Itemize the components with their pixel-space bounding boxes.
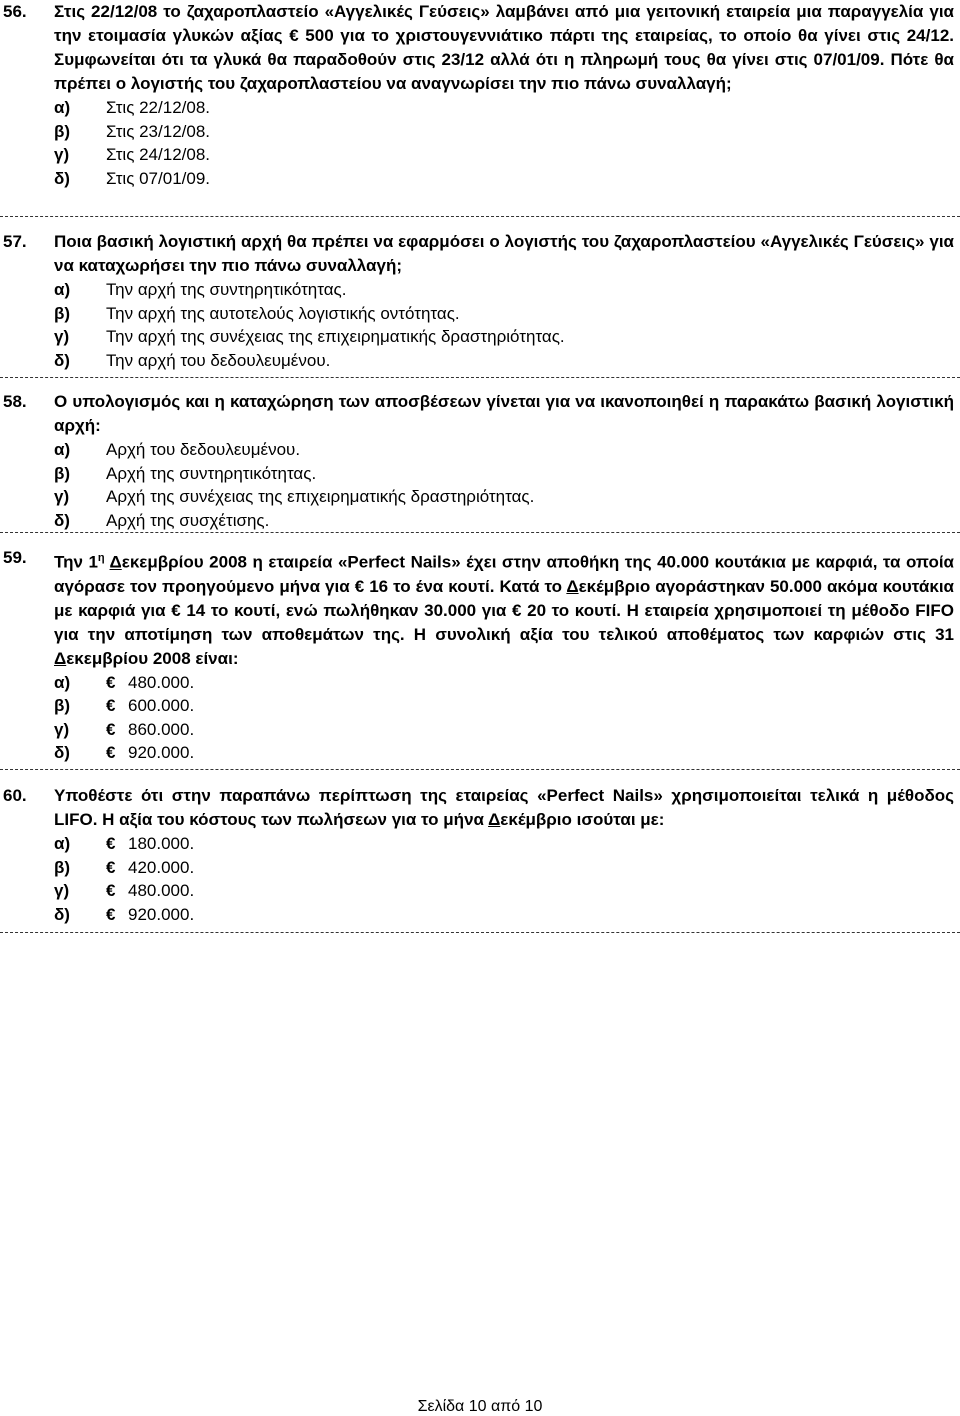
page-footer: Σελίδα 10 από 10 <box>417 1398 543 1415</box>
euro-sign: € <box>354 576 365 596</box>
euro-sign: € <box>106 743 116 763</box>
question-text: Στις 22/12/08 το ζαχαροπλαστείο «Αγγελικές Γεύσεις» λαμβάνει από μια γειτονική εταιρεία μια παραγγελία για την ετοιμασία γλυκών αξίας € 500 για το χριστουγεννιάτικο πάρτι της εταιρείας, το οποίο θα γίνει στις 24/12. Συμφωνείται ότι τα γλυκά θα παραδοθούν στις 23/12 αλλά ότι η πληρωμή τους θα γίνει στις 07/01/09. Πότε θα πρέπει ο λογιστής του ζαχαροπλαστείου να αναγνωρίσει την πιο πάνω συναλλαγή; <box>54 2 954 93</box>
answer-option[interactable]: α) € 180.000. <box>54 832 960 856</box>
answer-option[interactable]: β) € 420.000. <box>54 856 960 880</box>
answer-option[interactable]: α) Αρχή του δεδουλευμένου. <box>54 440 301 459</box>
separator-line <box>0 532 960 533</box>
question-56 <box>0 0 960 190</box>
euro-sign: € <box>106 719 116 739</box>
question-text: Υποθέστε ότι στην παραπάνω περίπτωση της εταιρείας «Perfect Nails» χρησιμοποιείται τελικά η μέθοδος LIFO. Η αξία του κόστους των πωλήσεων για το μήνα Δεκέμβριο ισούται με: <box>54 786 954 829</box>
answer-option[interactable]: γ) Την αρχή της συνέχειας της επιχειρηματικής δραστηριότητας. <box>54 327 565 346</box>
question-60 <box>0 784 960 926</box>
separator-line <box>0 377 960 378</box>
answer-options <box>54 438 960 532</box>
separator-line <box>0 932 960 933</box>
question-number: 56. <box>3 2 27 21</box>
answer-option[interactable]: δ) € 920.000. <box>54 741 960 765</box>
question-text: Την $1^\eta$ Δεκεμβρίου 2008 η εταιρεία «Perfect Nails» έχει στην αποθήκη της 40.000 κουτάκια με καρφιά, τα οποία αγόρασε τον προηγούμενο μήνα για € 16 το ένα κουτί. Κατά το Δεκέμβριο αγοράστηκαν 50.000 ακόμα κουτάκια με καρφιά για € 14 το κουτί, ενώ πωλήθηκαν 30.000 για € 20 το κουτί. Η εταιρεία χρησιμοποιεί τη μέθοδο FIFO για την αποτίμηση των αποθεμάτων της. Η συνολική αξία του τελικού αποθέματος των καρφιών στις 31 Δεκεμβρίου 2008 είναι: <box>54 552 955 668</box>
question-59 <box>0 546 960 765</box>
answer-option[interactable]: δ) € 920.000. <box>54 903 960 927</box>
answer-option[interactable]: α) € 480.000. <box>54 671 960 695</box>
euro-sign: € <box>106 857 116 877</box>
euro-sign: € <box>106 672 116 692</box>
answer-option[interactable]: δ) Αρχή της συσχέτισης. <box>54 510 270 530</box>
answer-options <box>54 278 960 372</box>
answer-option[interactable]: β) Στις 23/12/08. <box>54 121 211 141</box>
separator-line <box>0 216 960 217</box>
question-number: 57. <box>3 232 27 251</box>
answer-option[interactable]: β) € 600.000. <box>54 694 960 718</box>
question-57 <box>0 230 960 372</box>
answer-option[interactable]: β) Αρχή της συντηρητικότητας. <box>54 463 317 483</box>
answer-option[interactable]: α) Την αρχή της συντηρητικότητας. <box>54 280 347 299</box>
euro-sign: € <box>106 881 116 900</box>
euro-sign: € <box>106 904 116 924</box>
answer-options <box>54 96 960 190</box>
question-text: Ποια βασική λογιστική αρχή θα πρέπει να εφαρμόσει ο λογιστής του ζαχαροπλαστείου «Αγγελικές Γεύσεις» για να καταχωρήσει την πιο πάνω συναλλαγή; <box>54 232 954 275</box>
question-number: 58. <box>3 392 27 411</box>
question-number: 60. <box>3 786 27 805</box>
answer-option[interactable]: δ) Την αρχή του δεδουλευμένου. <box>54 350 331 370</box>
answer-option[interactable]: δ) Στις 07/01/09. <box>54 168 211 188</box>
question-number: 59. <box>3 548 27 567</box>
answer-option[interactable]: γ) € 480.000. <box>54 879 960 903</box>
separator-line <box>0 769 960 770</box>
answer-option[interactable]: γ) € 860.000. <box>54 718 960 742</box>
question-text: Ο υπολογισμός και η καταχώρηση των αποσβέσεων γίνεται για να ικανοποιηθεί η παρακάτω βασική λογιστική αρχή: <box>54 392 954 435</box>
answer-option[interactable]: γ) Στις 24/12/08. <box>54 145 211 164</box>
euro-sign: € <box>171 600 181 620</box>
answer-options <box>54 671 960 765</box>
answer-option[interactable]: β) Την αρχή της αυτοτελούς λογιστικής οντότητας. <box>54 303 460 323</box>
answer-option[interactable]: γ) Αρχή της συνέχειας της επιχειρηματικής δραστηριότητας. <box>54 487 535 506</box>
euro-sign: € <box>106 696 116 716</box>
answer-options <box>54 832 960 926</box>
question-58 <box>0 390 960 532</box>
euro-sign: € <box>512 600 522 620</box>
answer-option[interactable]: α) Στις 22/12/08. <box>54 98 211 117</box>
euro-sign: € <box>289 26 299 45</box>
euro-sign: € <box>106 834 116 853</box>
